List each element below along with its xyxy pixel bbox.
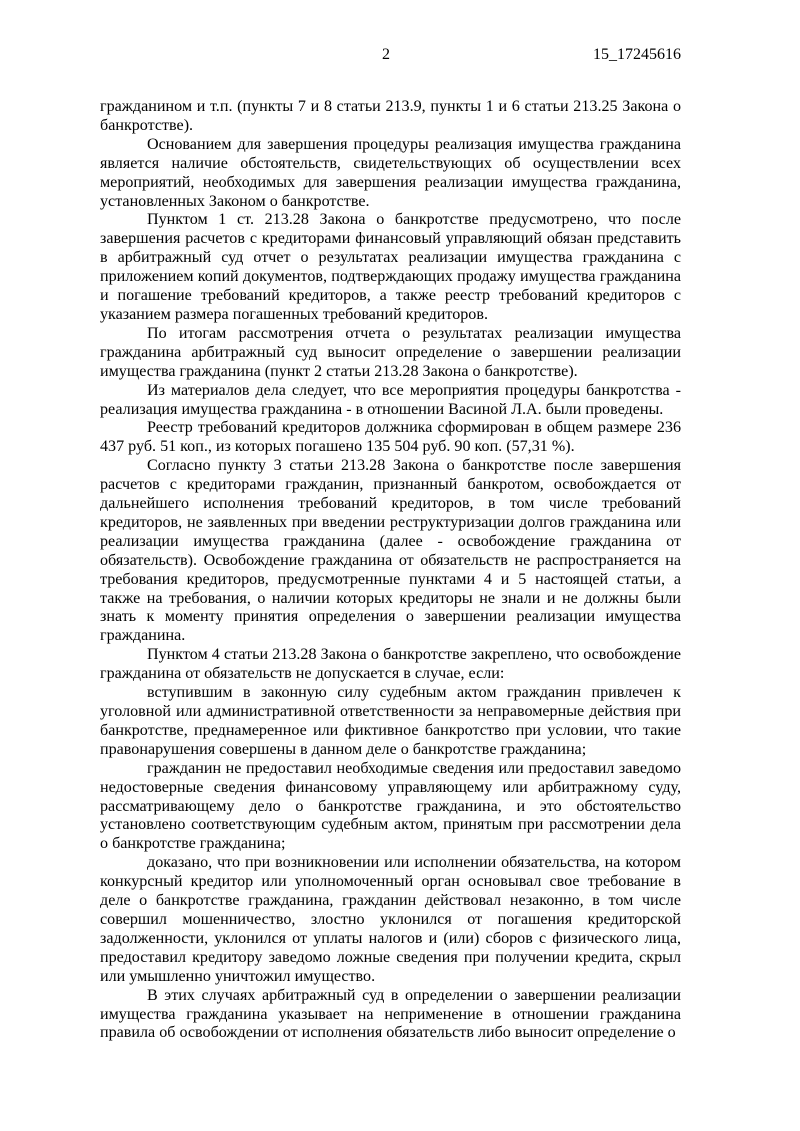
paragraph: Основанием для завершения процедуры реализация имущества гражданина является наличие обстоятельств, свидетельствующих об осуществлении всех мероприятий, необходимых для завершения реализации имущества гражданина, установленных Законом о банкротстве. [100,135,681,210]
paragraph: По итогам рассмотрения отчета о результатах реализации имущества гражданина арбитражный суд выносит определение о завершении реализации имущества гражданина (пункт 2 статьи 213.28 Закона о банкротстве). [100,324,681,380]
paragraph: гражданином и т.п. (пункты 7 и 8 статьи 213.9, пункты 1 и 6 статьи 213.25 Закона о банкротстве). [100,98,681,134]
paragraph: гражданин не предоставил необходимые сведения или предоставил заведомо недостоверные сведения финансовому управляющему или арбитражному суду, рассматривающему дело о банкротстве гражданина, и это обстоятельство установлено соответствующим судебным актом, принятым при рассмотрении дела о банкротстве гражданина; [100,759,681,853]
paragraph: Из материалов дела следует, что все мероприятия процедуры банкротства - реализация имущества гражданина - в отношении Васиной Л.А. были проведены. [100,381,681,418]
paragraph: Реестр требований кредиторов должника сформирован в общем размере 236 437 руб. 51 коп., из которых погашено 135 504 руб. 90 коп. (57,31 %). [100,419,681,456]
paragraph: доказано, что при возникновении или исполнении обязательства, на котором конкурсный кредитор или уполномоченный орган основывал свое требование в деле о банкротстве гражданина, гражданин действовал незаконно, в том числе совершил мошенничество, злостно уклонился от погашения кредиторской задолженности, уклонился от уплаты налогов и (или) сборов с физического лица, предоставил кредитору заведомо ложные сведения при получении кредита, скрыл или умышленно уничтожил имущество. [100,854,681,985]
paragraph: Пунктом 1 ст. 213.28 Закона о банкротстве предусмотрено, что после завершения расчетов с кредиторами финансовый управляющий обязан представить в арбитражный суд отчет о результатах реализации имущества гражданина с приложением копий документов, подтверждающих продажу имущества гражданина и погашение требований кредиторов, а также реестр требований кредиторов с указанием размера погашенных требований кредиторов. [100,211,681,323]
page-header [0,46,800,68]
paragraph: Пунктом 4 статьи 213.28 Закона о банкротстве закреплено, что освобождение гражданина от обязательств не допускается в случае, если: [100,646,681,683]
page-number: 2 [382,46,390,63]
paragraph: Согласно пункту 3 статьи 213.28 Закона о банкротстве после завершения расчетов с кредиторами гражданин, признанный банкротом, освобождается от дальнейшего исполнения требований кредиторов, в том числе требований кредиторов, не заявленных при введении реструктуризации долгов гражданина или реализации имущества гражданина (далее - освобождение гражданина от обязательств). Освобождение гражданина от обязательств не распространяется на требования кредиторов, предусмотренные пунктами 4 и 5 настоящей статьи, а также на требования, о наличии которых кредиторы не знали и не должны были знать к моменту принятия определения о завершении реализации имущества гражданина. [100,457,681,645]
document-body [100,98,681,1043]
paragraph: В этих случаях арбитражный суд в определении о завершении реализации имущества гражданина указывает на неприменение в отношении гражданина правила об освобождении от исполнения обязательств либо выносит определение о [100,986,681,1042]
paragraph: вступившим в законную силу судебным актом гражданин привлечен к уголовной или административной ответственности за неправомерные действия при банкротстве, преднамеренное или фиктивное банкротство при условии, что такие правонарушения совершены в данном деле о банкротстве гражданина; [100,684,681,758]
document-id: 15_17245616 [593,46,681,63]
